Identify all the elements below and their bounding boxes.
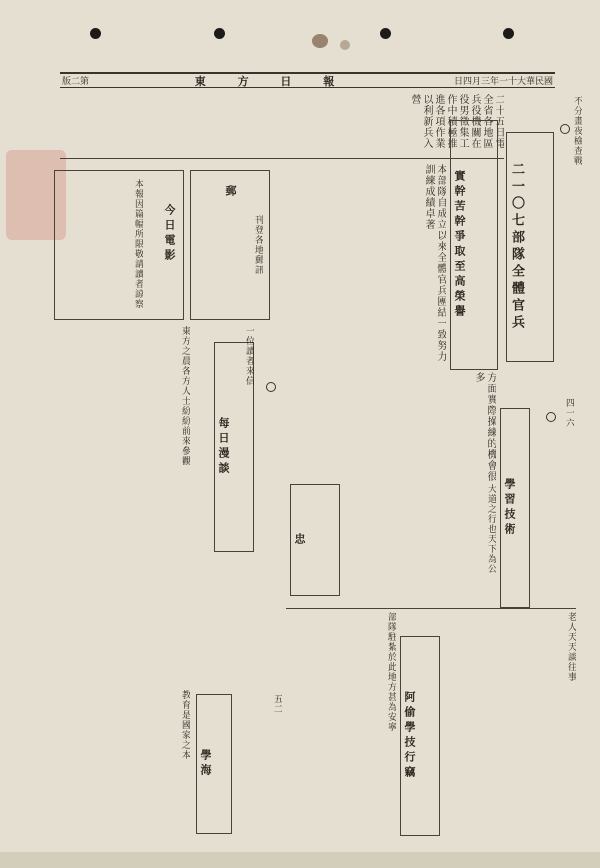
middle-article-body: 本部隊自成立以來全體官兵團結一致努力訓練成績卓著 [423,164,446,362]
mailbox-title: 郵 [224,184,237,200]
subheadline-text: 實幹苦幹爭取至高榮譽 [453,170,466,320]
side-note: 不分畫夜檢查戰 [572,96,582,166]
binding-hole [380,28,391,39]
binding-hole [214,28,225,39]
notice-title: 今日電影 [163,204,176,264]
headline-text: 二一〇七部隊全體官兵 [509,162,524,332]
bottom-title: 阿偷學技行竊 [403,691,416,781]
ink-stain [340,40,350,50]
center-title: 學習技術 [503,478,516,538]
bottom-left-title: 學海 [199,749,212,779]
column-title: 每日漫談 [217,417,230,477]
bottom-mid-body: 部隊駐紮於此地方甚為安寧 [386,612,396,732]
center-title-box [500,408,530,608]
page-number: 版二第 [62,77,90,87]
left-column-body: 東方之晨各方人士紛紛前來參觀 [180,326,190,466]
newspaper-title: 東 方 日 報 [194,74,349,88]
notice-box [54,170,184,320]
divider [286,608,576,609]
column-body: 一位讀者來信 [244,326,254,386]
bottom-right-body: 老人天天談往事 [566,612,576,682]
binding-hole [90,28,101,39]
headline-box [506,132,554,362]
mailbox-box [190,170,270,320]
poem-body: 大道之行也天下為公 [486,484,496,574]
center-article-body: 方面實際操練的機會很多 [473,372,496,482]
poem-title-box [290,484,340,596]
poem-title: 忠 [293,532,306,548]
notice-body: 本報因篇幅所限敬請讀者諒察 [133,179,143,309]
center-side-note: 四一六 [564,398,574,428]
bullet-circle-icon [546,412,556,422]
bottom-left-note: 五二 [272,694,282,714]
subheadline-box [450,120,498,370]
bullet-circle-icon [560,124,570,134]
bottom-title-box [400,636,440,836]
ink-stain [312,34,328,48]
mailbox-body: 刊登各地郵訊 [253,215,263,275]
bullet-circle-icon [266,382,276,392]
issue-date: 日四月三年一十大華民國 [453,77,553,87]
binding-hole [503,28,514,39]
divider [60,158,504,159]
lead-article-body: 二十五日電全省各地區兵役機關在役男徵集工作中積極推進各項作業以利新兵入營 [409,94,504,149]
bottom-left-body: 教育是國家之本 [180,690,190,760]
scan-border [0,852,600,868]
bottom-left-title-box [196,694,232,834]
masthead [60,72,555,88]
